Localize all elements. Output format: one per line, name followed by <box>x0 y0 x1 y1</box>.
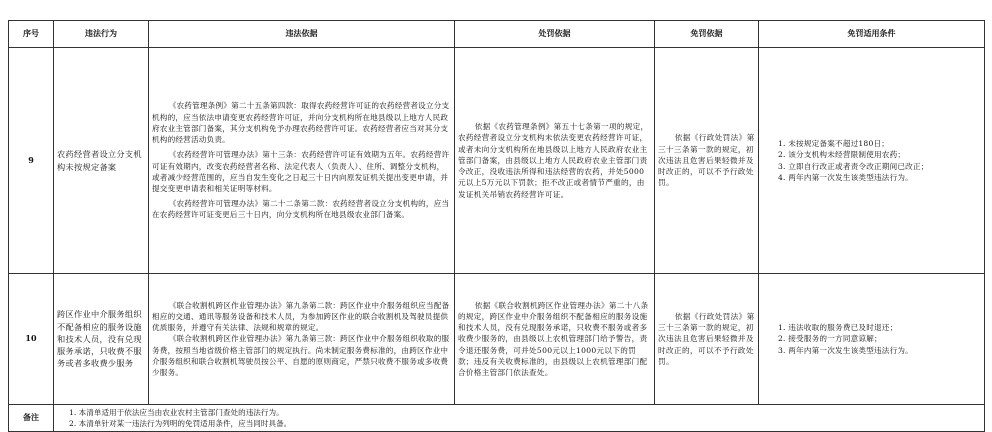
penalty-text: 依据《农药管理条例》第五十七条第一项的规定，农药经营者设立分支机构未依法变更农药经营许可证，或者未向分支机构所在地县级以上地方人民政府农业主管部门备案，由县级以上地方人民政府农业主管部门责令改正，没收违法所得和违法经营的农药，并处5000元以上5万元以下罚款；拒不改正或者情节严重的，由发证机关吊销农药经营许可证。 <box>458 122 649 199</box>
note-label: 备注 <box>9 405 54 432</box>
table-row <box>9 48 985 274</box>
condition-item: 2. 该分支机构未经营限制使用农药； <box>778 150 906 160</box>
row-conditions <box>759 274 985 405</box>
header-row <box>9 21 985 48</box>
row-basis <box>149 274 455 405</box>
row-seq: 10 <box>9 274 54 405</box>
header-act: 违法行为 <box>54 21 149 48</box>
row-act: 农药经营者设立分支机构未按规定备案 <box>54 48 149 274</box>
condition-item: 1. 违法收取的服务费已及时退还； <box>778 323 898 333</box>
header-exempt: 免罚依据 <box>655 21 759 48</box>
row-exempt <box>655 274 759 405</box>
row-penalty <box>455 48 655 274</box>
penalty-exemption-table <box>8 20 985 432</box>
condition-item: 2. 接受服务的一方同意谅解； <box>778 334 882 344</box>
basis-paragraph: 《农药经营许可管理办法》第二十二条第二款：农药经营者设立分支机构的，应当在农药经营许可证变更后三十日内，向分支机构所在地县级农业部门备案。 <box>152 199 450 220</box>
condition-item: 1. 未按规定备案不超过180日； <box>778 139 890 149</box>
table-row <box>9 274 985 405</box>
exempt-text: 依据《行政处罚法》第三十三条第一款的规定，初次违法且危害后果轻微并及时改正的，可以不予行政处罚。 <box>658 133 755 188</box>
header-basis: 违法依据 <box>149 21 455 48</box>
row-seq: 9 <box>9 48 54 274</box>
exempt-text: 依据《行政处罚法》第三十三条第一款的规定，初次违法且危害后果轻微并及时改正的，可以不予行政处罚。 <box>658 311 755 366</box>
header-penalty: 处罚依据 <box>455 21 655 48</box>
basis-paragraph: 《联合收割机跨区作业管理办法》第九条第二款：跨区作业中介服务组织应当配备相应的交通、通讯等服务设备和技术人员，为参加跨区作业的联合收割机及驾驶员提供优质服务，并遵守有关法律、法规和规章的规定。 <box>152 300 450 333</box>
basis-paragraph: 《农药经营许可管理办法》第十三条：农药经营许可证有效期为五年。农药经营许可证有效期内，改变农药经营者名称、法定代表人（负责人）、住所、调整分支机构，或者减少经营范围的，应当自发生变化之日起三十日内向原发证机关提出变更申请，并提交变更申请表和相关证明等材料。 <box>152 150 450 193</box>
condition-item: 3. 两年内第一次发生该类型违法行为。 <box>778 345 913 355</box>
header-seq: 序号 <box>9 21 54 48</box>
header-conditions: 免罚适用条件 <box>759 21 985 48</box>
note-line: 2. 本清单针对某一违法行为列明的免罚适用条件，应当同时具备。 <box>69 419 292 428</box>
note-line: 1. 本清单适用于依法应当由农业农村主管部门查处的违法行为。 <box>69 408 284 417</box>
basis-paragraph: 《联合收割机跨区作业管理办法》第九条第三款：跨区作业中介服务组织收取的服务费，按照当地省级价格主管部门的规定执行。尚未制定服务费标准的，由跨区作业中介服务组织和联合收割机驾驶员按公平、自愿的原则商定，严禁只收费不服务或多收费少服务。 <box>152 334 450 377</box>
condition-item: 4. 两年内第一次发生该类型违法行为。 <box>778 172 913 182</box>
row-act: 跨区作业中介服务组织不配备相应的服务设施和技术人员，没有兑现服务承诺，只收费不服务或者多收费少服务 <box>54 274 149 405</box>
row-basis <box>149 48 455 274</box>
row-conditions <box>759 48 985 274</box>
row-exempt <box>655 48 759 274</box>
note-body <box>54 405 985 432</box>
row-penalty <box>455 274 655 405</box>
note-row <box>9 405 985 432</box>
condition-item: 3. 立即自行改正或者责令改正期间已改正； <box>778 161 929 171</box>
basis-paragraph: 《农药管理条例》第二十五条第四款：取得农药经营许可证的农药经营者设立分支机构的，应当依法申请变更农药经营许可证，并向分支机构所在地县级以上地方人民政府农业主管部门备案，其分支机构免予办理农药经营许可证。农药经营者应当对其分支机构的经营活动负责。 <box>152 101 450 145</box>
penalty-text: 依据《联合收割机跨区作业管理办法》第二十八条的规定，跨区作业中介服务组织不配备相应的服务设施和技术人员，没有兑现服务承诺，只收费不服务或者多收费少服务的，由县级以上农机管理部门给予警告，责令退还服务费，可并处500元以上1000元以下的罚款；违反有关收费标准的，由县级以上农机管理部门配合价格主管部门依法查处。 <box>458 300 649 377</box>
